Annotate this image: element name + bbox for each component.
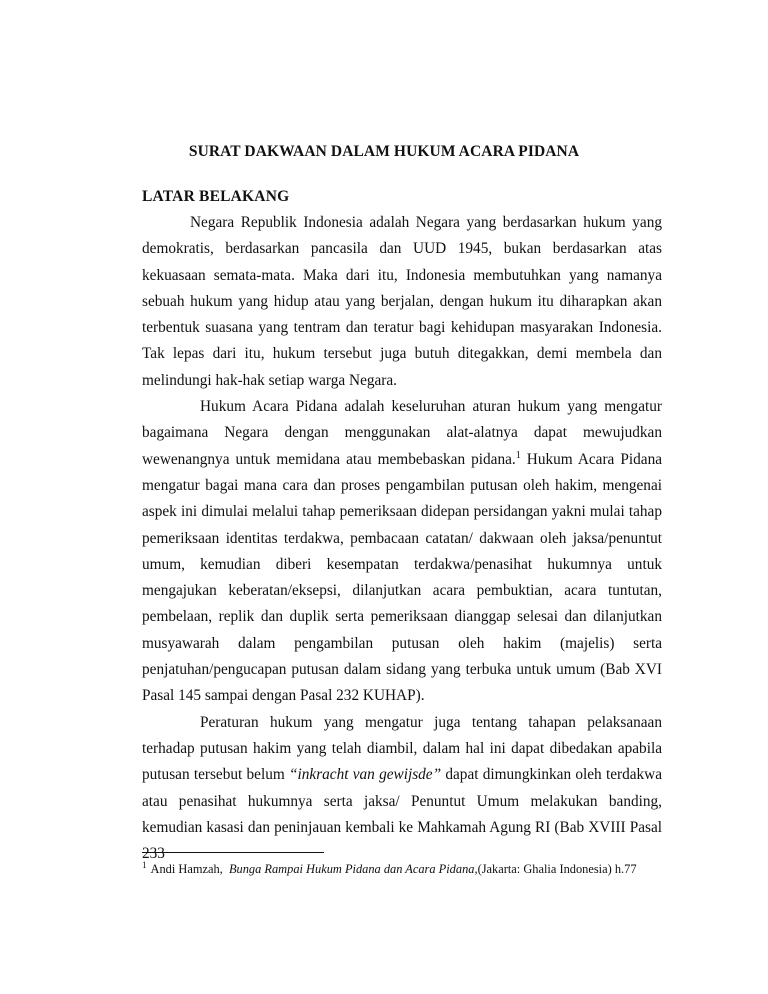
paragraph-3-part-1: Peraturan hukum yang mengatur juga tentang tahapan pelaksanaan terhadap putusan hakim yang telah diambil, dalam hal ini dapat dibedakan apabila putusan tersebut belum [142, 713, 662, 784]
footnote-author: Andi Hamzah, [150, 862, 223, 876]
footnote-book-title: Bunga Rampai Hukum Pidana dan Acara Pidana, [228, 862, 478, 876]
section-heading: LATAR BELAKANG [142, 188, 290, 205]
document-title: SURAT DAKWAAN DALAM HUKUM ACARA PIDANA [188, 143, 580, 160]
legal-term: “inkracht van gewijsde” [289, 766, 442, 784]
paragraph-3-part-2: dapat dimungkinkan oleh terdakwa atau penasihat hukumnya serta jaksa/ Penuntut Umum melakukan banding, kemudian kasasi dan peninjauan kembali ke Mahkamah Agung RI (Bab XVIII Pasal 233 [142, 766, 662, 863]
paragraph-2-part-1: Hukum Acara Pidana adalah keseluruhan aturan hukum yang mengatur bagaimana Negara dengan menggunakan alat-alatnya dapat mewujudkan wewenangnya untuk memidana atau membebaskan pidana. [142, 398, 662, 468]
footnote-reference[interactable]: 1 [515, 449, 521, 461]
paragraph-1: Negara Republik Indonesia adalah Negara yang berdasarkan hukum yang demokratis, berdasarkan pancasila dan UUD 1945, bukan berdasarkan atas kekuasaan semata-mata. Maka dari itu, Indonesia membutuhkan yang namanya sebuah hukum yang hidup atau yang berjalan, dengan hukum itu diharapkan akan terbentuk suasana yang tentram dan teratur bagi kehidupan masyarakan Indonesia. Tak lepas dari itu, hukum tersebut juga butuh ditegakkan, demi membela dan melindungi hak-hak setiap warga Negara. [142, 214, 662, 389]
paragraph-2 [142, 394, 662, 710]
footnote [142, 859, 682, 877]
footnote-publisher: (Jakarta: Ghalia Indonesia) h.77 [477, 862, 637, 876]
footnote-divider [142, 852, 324, 853]
paragraph-2-part-2: Hukum Acara Pidana mengatur bagai mana cara dan proses pengambilan putusan oleh hakim, mengenai aspek ini dimulai melalui tahap pemeriksaan didepan persidangan yakni mulai tahap pemeriksaan identitas terdakwa, pembacaan catatan/ dakwaan oleh jaksa/penuntut umum, kemudian diberi kesempatan terdakwa/penasihat hukumnya untuk mengajukan keberatan/eksepsi, dilanjutkan acara pembuktian, acara tuntutan, pembelaan, replik dan duplik serta pemeriksaan dianggap selesai dan dilanjutkan musyawarah dalam pengambilan putusan oleh hakim (majelis) serta penjatuhan/pengucapan putusan dalam sidang yang terbuka untuk umum (Bab XVI Pasal 145 sampai dengan Pasal 232 KUHAP). [142, 450, 663, 705]
body-text [142, 210, 662, 867]
paragraph-3 [142, 710, 662, 868]
footnote-number: 1 [142, 859, 147, 870]
